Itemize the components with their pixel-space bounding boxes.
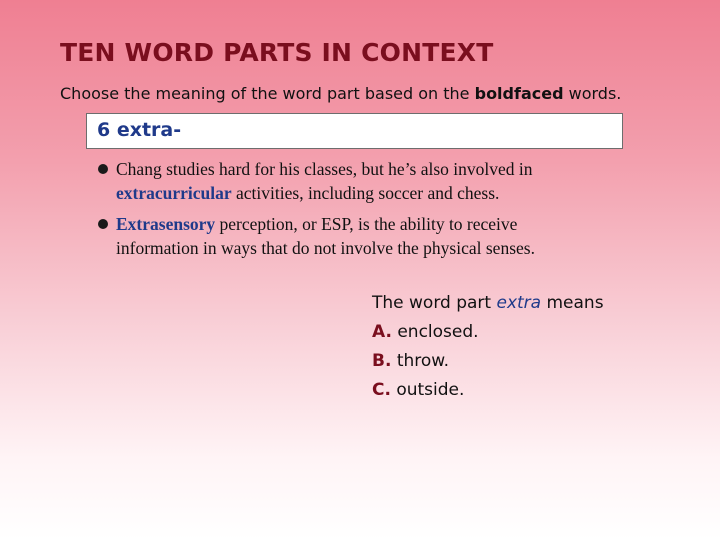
instructions-text-end: words.	[563, 84, 622, 103]
option-b[interactable]	[372, 347, 604, 376]
option-b-text: throw.	[391, 351, 450, 371]
option-c-label: C.	[372, 380, 391, 400]
word-part-box	[86, 113, 623, 149]
bullet-icon	[98, 164, 108, 174]
question-prefix: The word part	[372, 293, 497, 313]
option-c-text: outside.	[390, 380, 465, 400]
example-1-rest: activities, including soccer and chess.	[231, 183, 500, 203]
example-sentence-2-text	[116, 212, 618, 260]
instructions-bold-word: boldfaced	[474, 84, 564, 103]
option-a-label: A.	[372, 322, 392, 342]
question-block	[372, 289, 604, 405]
bullet-icon	[98, 219, 108, 229]
example-1-keyword: extracurricular	[116, 183, 232, 203]
option-c[interactable]	[372, 376, 604, 405]
example-sentence-2	[98, 212, 618, 260]
example-2-keyword: Extrasensory	[116, 214, 216, 234]
example-2-rest: perception, or ESP, is the ability to receive	[215, 214, 518, 234]
option-a-text: enclosed.	[391, 322, 479, 342]
question-term: extra	[496, 293, 542, 313]
instructions	[60, 84, 621, 103]
page-title: TEN WORD PARTS IN CONTEXT	[60, 38, 494, 67]
example-sentence-1-text	[116, 157, 618, 205]
example-1-line1: Chang studies hard for his classes, but he’s also involved in	[116, 159, 533, 179]
option-b-label: B.	[372, 351, 392, 371]
question-stem	[372, 289, 604, 318]
question-suffix: means	[541, 293, 604, 313]
example-2-line2: information in ways that do not involve the physical senses.	[116, 238, 535, 258]
example-sentence-1	[98, 157, 618, 205]
option-a[interactable]	[372, 318, 604, 347]
word-part-label: 6 extra-	[97, 119, 182, 141]
instructions-text: Choose the meaning of the word part based on the	[60, 84, 475, 103]
